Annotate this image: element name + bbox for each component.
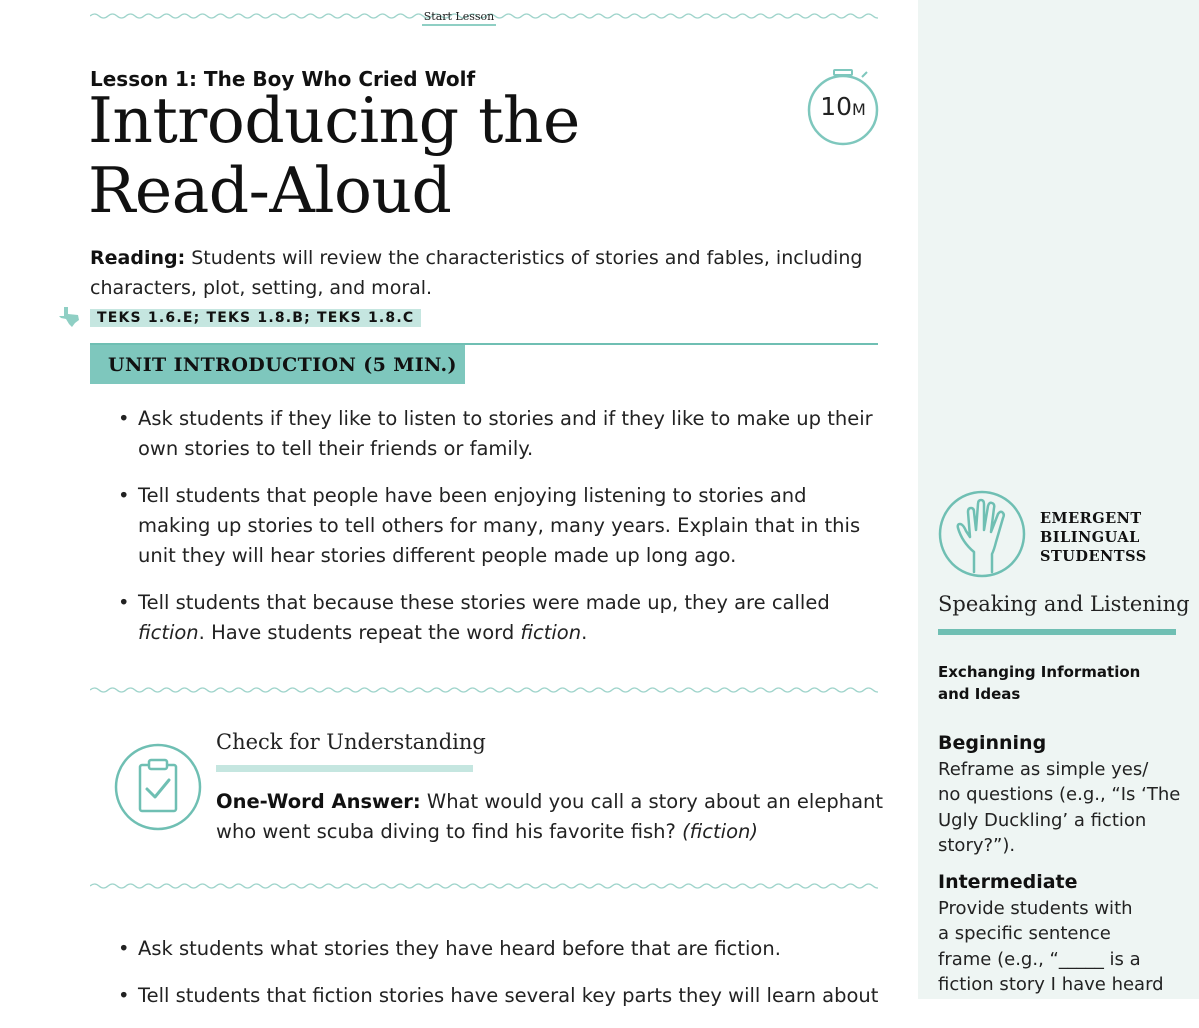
level-intermediate: [938, 870, 1193, 998]
clipboard-check-icon: [114, 743, 202, 831]
unit-intro-list: [90, 404, 880, 665]
level-text: Provide students with a specific sentence frame (e.g., “_____ is a fiction story I have heard: [938, 897, 1164, 995]
level-text: Reframe as simple yes/ no questions (e.g., “Is ‘The Ugly Duckling’ a fiction story?”).: [938, 758, 1181, 856]
sidebar-section-title: Speaking and Listening: [938, 592, 1190, 616]
list-item: • Tell students that people have been enjoying listening to stories and making up stories to tell others for many, many years. Explain that in this unit they will hear stories different people made up long ago.: [90, 481, 880, 571]
raised-hand-icon: [938, 490, 1026, 578]
sidebar-title-bar: [938, 629, 1176, 635]
list-item: • Ask students if they like to listen to stories and if they like to make up their own stories to tell their friends or family.: [90, 404, 880, 464]
section-heading: UNIT INTRODUCTION (5 MIN.): [90, 345, 465, 384]
texas-icon: [58, 306, 80, 328]
list-item: • Tell students that fiction stories have several key parts they will learn about: [90, 981, 880, 1011]
list-item: • Ask students what stories they have heard before that are fiction.: [90, 934, 880, 964]
wavy-divider: [90, 686, 878, 694]
check-understanding-title: Check for Understanding: [216, 730, 486, 754]
teks-standards: TEKS 1.6.E; TEKS 1.8.B; TEKS 1.8.C: [90, 309, 421, 327]
fiction-list: [90, 934, 880, 1028]
level-heading: Beginning: [938, 732, 1047, 754]
support-category: EMERGENT BILINGUAL STUDENTSS: [1040, 510, 1147, 565]
check-understanding-underline: [216, 765, 473, 772]
check-understanding-question: One-Word Answer: What would you call a story about an elephant who went scuba diving to find his favorite fish? (fiction): [216, 790, 884, 843]
sidebar-subtitle: Exchanging Information and Ideas: [938, 663, 1141, 703]
wavy-divider: [90, 882, 878, 890]
level-heading: Intermediate: [938, 871, 1078, 893]
level-beginning: [938, 731, 1193, 859]
start-lesson-link[interactable]: Start Lesson: [0, 10, 918, 23]
duration-badge: 10M: [820, 92, 866, 121]
reading-objective: Reading: Students will review the characteristics of stories and fables, including characters, plot, setting, and moral.: [90, 247, 863, 299]
list-item: • Tell students that because these stories were made up, they are called fiction. Have students repeat the word fiction.: [90, 588, 880, 648]
page-title: Introducing the Read-Aloud: [88, 84, 580, 227]
lesson-label: Lesson 1: The Boy Who Cried Wolf: [90, 67, 476, 91]
